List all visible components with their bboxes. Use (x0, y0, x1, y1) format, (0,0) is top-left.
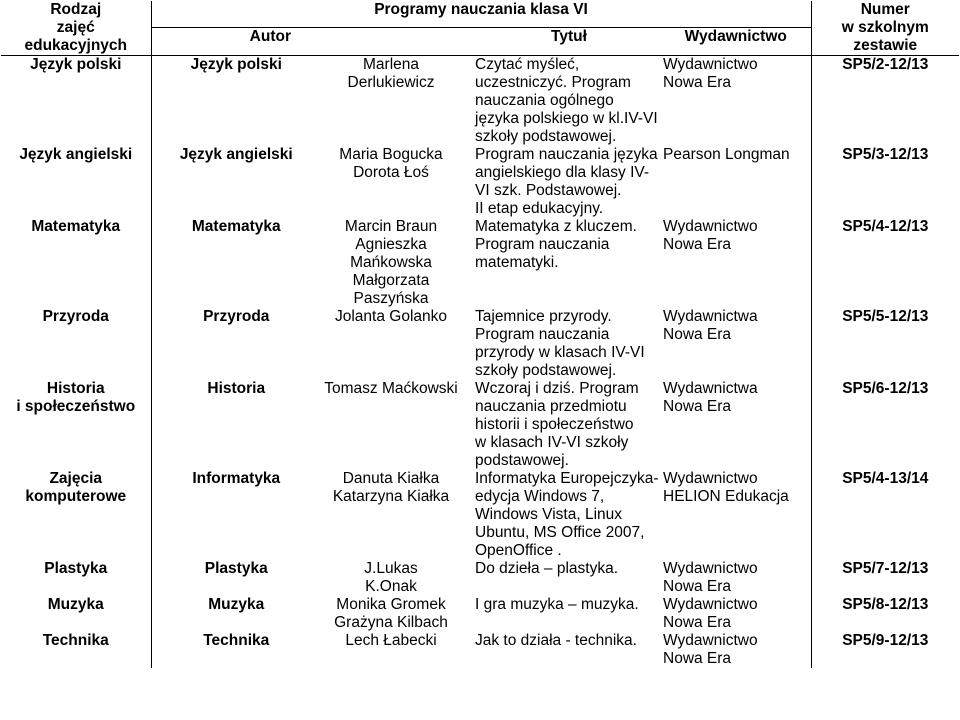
header-publisher: Wydawnictwo (684, 28, 787, 46)
number-cell: SP5/9-12/13 (811, 632, 959, 668)
author-cell: Marcin Braun Agnieszka Mańkowska Małgorzata Paszyńska (344, 218, 438, 307)
title-cell: Wczoraj i dziś. Program nauczania przedmiotu historii i społeczeństwo w klasach IV-VI szkoły podstawowej. (475, 380, 639, 469)
title-cell: I gra muzyka – muzyka. (475, 596, 639, 613)
subject-cell: Plastyka (204, 560, 268, 577)
type-cell: Język angielski (1, 146, 151, 218)
header-program-title: Programy nauczania klasa VI (151, 1, 811, 28)
table-row (1, 380, 959, 470)
publisher-cell: Pearson Longman (663, 146, 790, 163)
subject-cell: Muzyka (208, 596, 265, 613)
title-cell: Program nauczania języka angielskiego dla klasy IV- VI szk. Podstawowej. II etap edukacyjny. (475, 146, 658, 217)
type-cell: Matematyka (1, 218, 151, 308)
table-row (1, 146, 959, 218)
type-cell: Przyroda (1, 308, 151, 380)
number-cell: SP5/3-12/13 (811, 146, 959, 218)
subject-cell: Język angielski (179, 146, 293, 163)
title-cell: Informatyka Europejczyka- edycja Windows 7, Windows Vista, Linux Ubuntu, MS Office 2007, OpenOffice . (475, 470, 659, 559)
table-row (1, 632, 959, 668)
author-cell: J.Lukas K.Onak (364, 560, 418, 595)
curriculum-table (1, 1, 959, 668)
publisher-cell: Wydawnictwo Nowa Era (661, 56, 811, 147)
subject-cell: Informatyka (192, 470, 281, 487)
subject-cell: Technika (203, 632, 270, 649)
type-cell: Historia i społeczeństwo (1, 380, 151, 470)
subject-cell: Język polski (151, 56, 321, 147)
type-cell: Plastyka (1, 560, 151, 596)
type-cell: Język polski (1, 56, 151, 147)
header-title: Tytuł (551, 28, 587, 46)
number-cell: SP5/4-13/14 (811, 470, 959, 560)
publisher-cell: Wydawnictwa Nowa Era (663, 380, 758, 415)
number-cell: SP5/2-12/13 (811, 56, 959, 147)
type-cell: Muzyka (1, 596, 151, 632)
title-cell: Do dzieła – plastyka. (475, 560, 619, 577)
number-cell: SP5/4-12/13 (811, 218, 959, 308)
table-row (1, 596, 959, 632)
title-cell: Tajemnice przyrody. Program nauczania przyrody w klasach IV-VI szkoły podstawowej. (475, 308, 645, 379)
header-author: Autor (249, 28, 291, 46)
publisher-cell: Wydawnictwo Nowa Era (663, 218, 758, 253)
table-row (1, 56, 959, 147)
title-cell: Jak to działa - technika. (475, 632, 637, 649)
publisher-cell: Wydawnictwo Nowa Era (663, 596, 758, 631)
table-row (1, 470, 959, 560)
title-cell: Czytać myśleć, uczestniczyć. Program nauczania ogólnego języka polskiego w kl.IV-VI szkoły podstawowej. (461, 56, 661, 147)
author-cell: Tomasz Maćkowski (324, 380, 458, 397)
publisher-cell: Wydawnictwo Nowa Era (663, 560, 758, 595)
publisher-cell: Wydawnictwo Nowa Era (663, 632, 758, 667)
number-cell: SP5/8-12/13 (811, 596, 959, 632)
title-cell: Matematyka z kluczem. Program nauczania matematyki. (475, 218, 637, 271)
author-cell: Jolanta Golanko (334, 308, 448, 325)
header-type: Rodzaj zajęć edukacyjnych (1, 1, 151, 56)
header-author-spacer (321, 28, 461, 56)
type-cell: Zajęcia komputerowe (1, 470, 151, 560)
author-cell: Danuta Kiałka Katarzyna Kiałka (332, 470, 450, 505)
number-cell: SP5/5-12/13 (811, 308, 959, 380)
subject-cell: Przyroda (203, 308, 270, 325)
table-row (1, 218, 959, 308)
author-cell: Marlena Derlukiewicz (321, 56, 461, 147)
type-cell: Technika (1, 632, 151, 668)
author-cell: Maria Bogucka Dorota Łoś (339, 146, 443, 181)
author-cell: Lech Łabecki (345, 632, 437, 649)
number-cell: SP5/6-12/13 (811, 380, 959, 470)
author-cell: Monika Gromek Grażyna Kilbach (334, 596, 448, 631)
header-number: Numer w szkolnym zestawie (811, 1, 959, 56)
table-row (1, 560, 959, 596)
publisher-cell: Wydawnictwa Nowa Era (663, 308, 758, 343)
subject-cell: Matematyka (191, 218, 281, 235)
publisher-cell: Wydawnictwo HELION Edukacja (663, 470, 789, 505)
number-cell: SP5/7-12/13 (811, 560, 959, 596)
subject-cell: Historia (207, 380, 266, 397)
table-row (1, 308, 959, 380)
